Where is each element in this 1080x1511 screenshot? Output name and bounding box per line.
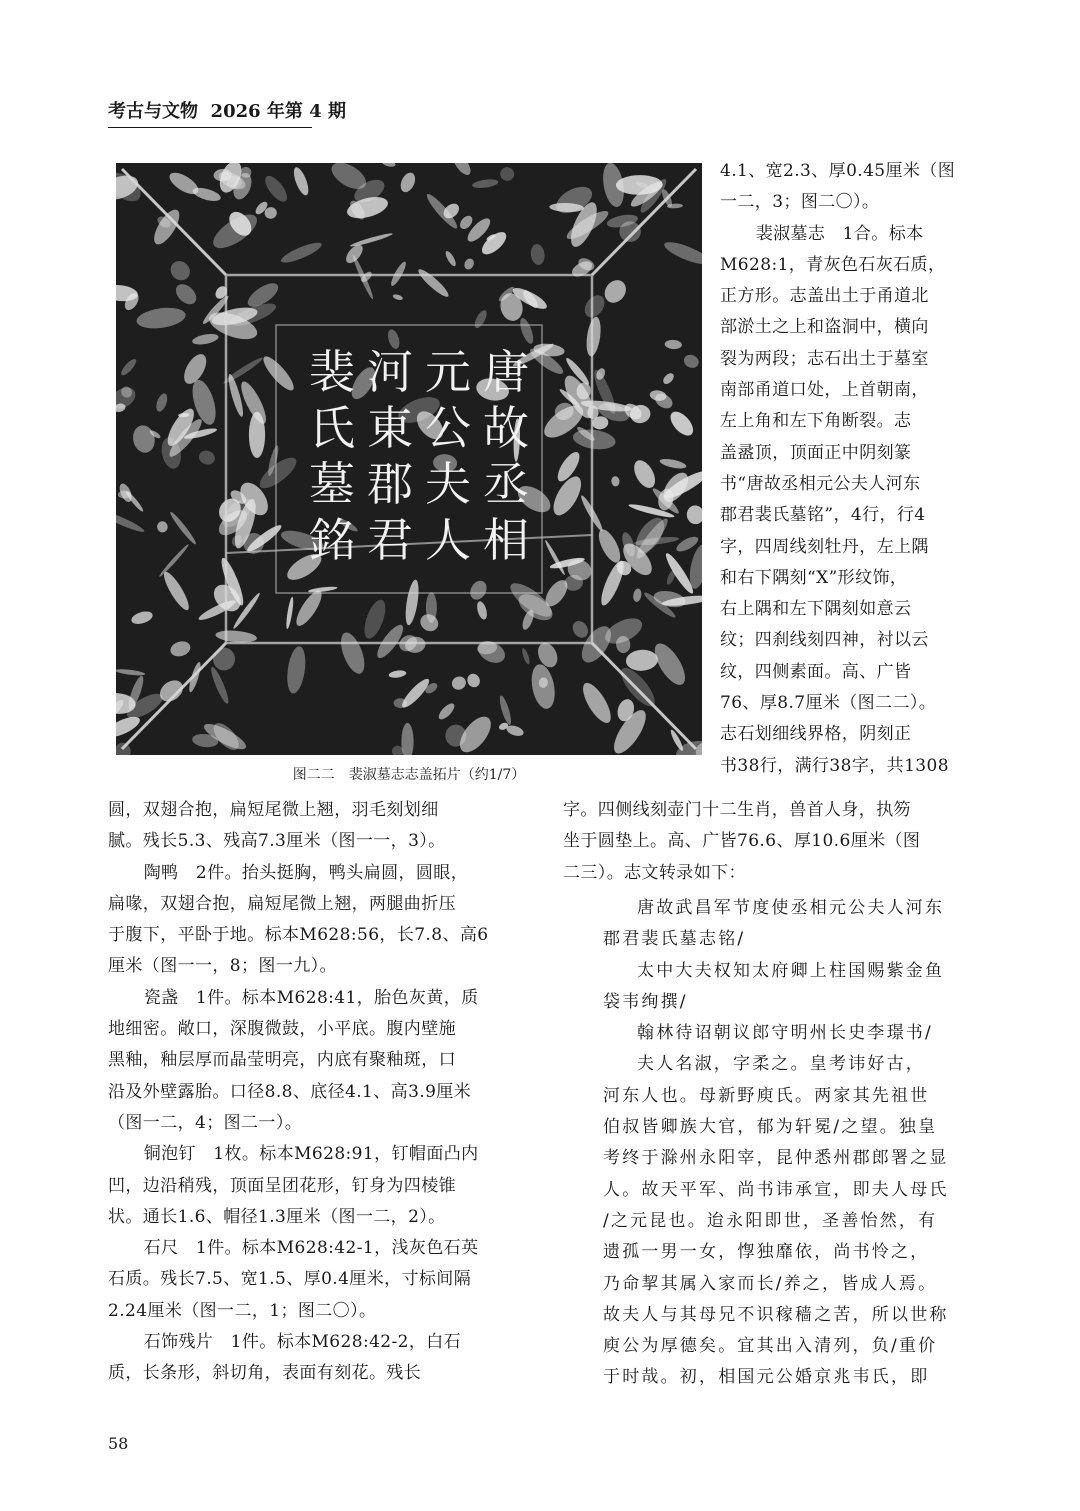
text-line: 南部甬道口处，上首朝南， bbox=[720, 380, 929, 401]
text-line: 石质。残长7.5、宽1.5、厚0.4厘米，寸标间隔 bbox=[108, 1269, 472, 1290]
seal-character: 銘 bbox=[309, 513, 355, 567]
transcription-line: 遗孤一男一女，惸独靡依，尚书怜之， bbox=[603, 1242, 930, 1263]
text-line: 坐于圆垫上。高、广皆76.6、厚10.6厘米（图 bbox=[563, 831, 921, 852]
text-line: 状。通长1.6、帽径1.3厘米（图一二，2）。 bbox=[108, 1206, 446, 1227]
transcription-line: 乃命挈其属入家而长/养之，皆成人焉。 bbox=[603, 1273, 938, 1294]
seal-character: 唐 bbox=[483, 345, 529, 399]
text-line: 沿及外壁露胎。口径8.8、底径4.1、高3.9厘米 bbox=[108, 1081, 472, 1102]
transcription-line: 翰林待诏朝议郎守明州长史李璟书/ bbox=[637, 1023, 933, 1044]
text-line: 4.1、宽2.3、厚0.45厘米（图 bbox=[720, 161, 956, 181]
seal-character: 丞 bbox=[483, 457, 529, 511]
seal-character: 郡 bbox=[367, 457, 413, 511]
text-line: 于腹下，平卧于地。标本M628:56，长7.8、高6 bbox=[108, 925, 489, 946]
transcription-line: 人。故天平军、尚书讳承宣，即夫人母氏 bbox=[603, 1179, 949, 1200]
seal-character: 相 bbox=[483, 513, 529, 567]
left-column-text bbox=[108, 795, 528, 1390]
rubbing-texture-patch bbox=[249, 412, 265, 458]
transcription-line: 袋韦绚撰/ bbox=[603, 991, 688, 1012]
text-line: 和右下隅刻“X”形纹饰， bbox=[720, 567, 908, 588]
transcription-line: 唐故武昌军节度使丞相元公夫人河东 bbox=[637, 898, 945, 918]
page-number: 58 bbox=[108, 1434, 129, 1453]
text-line: 左上角和左下角断裂。志 bbox=[720, 411, 912, 432]
text-line: 76、厚8.7厘米（图二二）。 bbox=[720, 693, 937, 714]
text-line: 书38行，满行38字，共1308 bbox=[720, 755, 949, 776]
text-line: 黑釉，釉层厚而晶莹明亮，内底有聚釉斑，口 bbox=[108, 1050, 456, 1071]
transcription-line: 庾公为厚德矣。宜其出入清列，负/重价 bbox=[603, 1336, 938, 1357]
text-line: 圆，双翅合抱，扁短尾微上翘，羽毛刻划细 bbox=[108, 800, 439, 820]
text-line: 正方形。志盖出土于甬道北 bbox=[720, 286, 929, 307]
text-line: 字，四周线刻牡丹，左上隅 bbox=[720, 536, 929, 557]
seal-character: 元 bbox=[425, 345, 471, 399]
text-line: 瓷盏 1件。标本M628:41，胎色灰黄，质 bbox=[143, 987, 479, 1008]
seal-character: 墓 bbox=[309, 457, 355, 511]
text-line: 部淤土之上和盗洞中，横向 bbox=[720, 317, 929, 338]
seal-character: 人 bbox=[425, 513, 471, 567]
text-line: 腻。残长5.3、残高7.3厘米（图一一，3）。 bbox=[108, 831, 446, 852]
text-line: 右上隅和左下隅刻如意云 bbox=[720, 599, 912, 620]
transcription-line: 伯叔皆卿族大官，郁为轩冕/之望。独皇 bbox=[603, 1117, 938, 1138]
issue-label: 2026 年第 4 期 bbox=[210, 101, 346, 122]
text-line: 纹；四刹线刻四神，衬以云 bbox=[720, 630, 929, 651]
text-line: 石饰残片 1件。标本M628:42-2，白石 bbox=[143, 1332, 462, 1353]
running-header bbox=[108, 100, 346, 124]
text-line: 石尺 1件。标本M628:42-1，浅灰色石英 bbox=[143, 1238, 479, 1259]
transcription-line: 故夫人与其母兄不识稼穑之苦，所以世称 bbox=[603, 1304, 949, 1325]
text-line: （图一二，4；图二一）。 bbox=[108, 1112, 303, 1133]
right-column-continuation bbox=[563, 795, 978, 889]
header-rule bbox=[108, 127, 312, 128]
journal-name: 考古与文物 bbox=[108, 101, 198, 122]
text-line: 铜泡钉 1枚。标本M628:91，钉帽面凸内 bbox=[143, 1144, 479, 1165]
transcription-line: 考终于滁州永阳宰，昆仲悉州郡郎署之显 bbox=[603, 1148, 949, 1169]
text-line: 陶鸭 2件。抬头挺胸，鸭头扁圆，圆眼， bbox=[143, 862, 469, 883]
epitaph-cover-rubbing bbox=[116, 163, 702, 755]
transcription-line: 于时哉。初，相国元公婚京兆韦氏，即 bbox=[603, 1367, 930, 1388]
text-line: 凹，边沿稍残，顶面呈团花形，钉身为四棱锥 bbox=[108, 1175, 456, 1196]
seal-character: 裴 bbox=[309, 345, 355, 399]
seal-character: 故 bbox=[483, 401, 529, 455]
transcription-line: /之元昆也。迨永阳即世，圣善怡然，有 bbox=[603, 1210, 938, 1231]
seal-character: 氏 bbox=[309, 401, 355, 455]
right-column-text bbox=[720, 156, 975, 782]
text-line: 裴淑墓志 1合。标本 bbox=[755, 223, 924, 244]
text-line: 质，长条形，斜切角，表面有刻花。残长 bbox=[108, 1363, 422, 1384]
text-line: 扁喙，双翅合抱，扁短尾微上翘，两腿曲折压 bbox=[108, 893, 456, 914]
text-line: 书“唐故丞相元公夫人河东 bbox=[720, 473, 921, 494]
text-line: M628:1，青灰色石灰石质， bbox=[720, 254, 946, 275]
text-line: 二三）。志文转录如下： bbox=[563, 862, 746, 883]
seal-character: 東 bbox=[367, 401, 413, 455]
seal-character: 河 bbox=[367, 345, 413, 399]
text-line: 盖盝顶，顶面正中阴刻篆 bbox=[720, 442, 912, 463]
text-line: 一二，3；图二〇）。 bbox=[720, 192, 880, 213]
epitaph-transcription bbox=[603, 893, 978, 1394]
seal-character: 公 bbox=[425, 401, 471, 455]
text-line: 地细密。敞口，深腹微鼓，小平底。腹内壁施 bbox=[108, 1019, 456, 1040]
text-line: 2.24厘米（图一二，1；图二〇）。 bbox=[108, 1300, 377, 1321]
text-line: 纹，四侧素面。高、广皆 bbox=[720, 661, 912, 682]
text-line: 志石划细线界格，阴刻正 bbox=[720, 724, 912, 745]
transcription-line: 太中大夫权知太府卿上柱国赐紫金鱼 bbox=[637, 960, 945, 981]
transcription-line: 河东人也。母新野庾氏。两家其先祖世 bbox=[603, 1085, 930, 1106]
transcription-line: 夫人名淑，字柔之。皇考讳好古， bbox=[637, 1054, 925, 1075]
text-line: 郡君裴氏墓铭”，4行，行4 bbox=[720, 505, 926, 526]
figure-caption: 图二二 裴淑墓志志盖拓片（约1/7） bbox=[292, 767, 526, 783]
seal-character: 君 bbox=[367, 513, 413, 567]
text-line: 字。四侧线刻壶门十二生肖，兽首人身，执笏 bbox=[563, 800, 911, 820]
transcription-line: 郡君裴氏墓志铭/ bbox=[603, 929, 746, 950]
text-line: 裂为两段；志石出土于墓室 bbox=[720, 348, 929, 369]
text-line: 厘米（图一一，8；图一九）。 bbox=[108, 956, 337, 977]
seal-character: 夫 bbox=[425, 457, 471, 511]
